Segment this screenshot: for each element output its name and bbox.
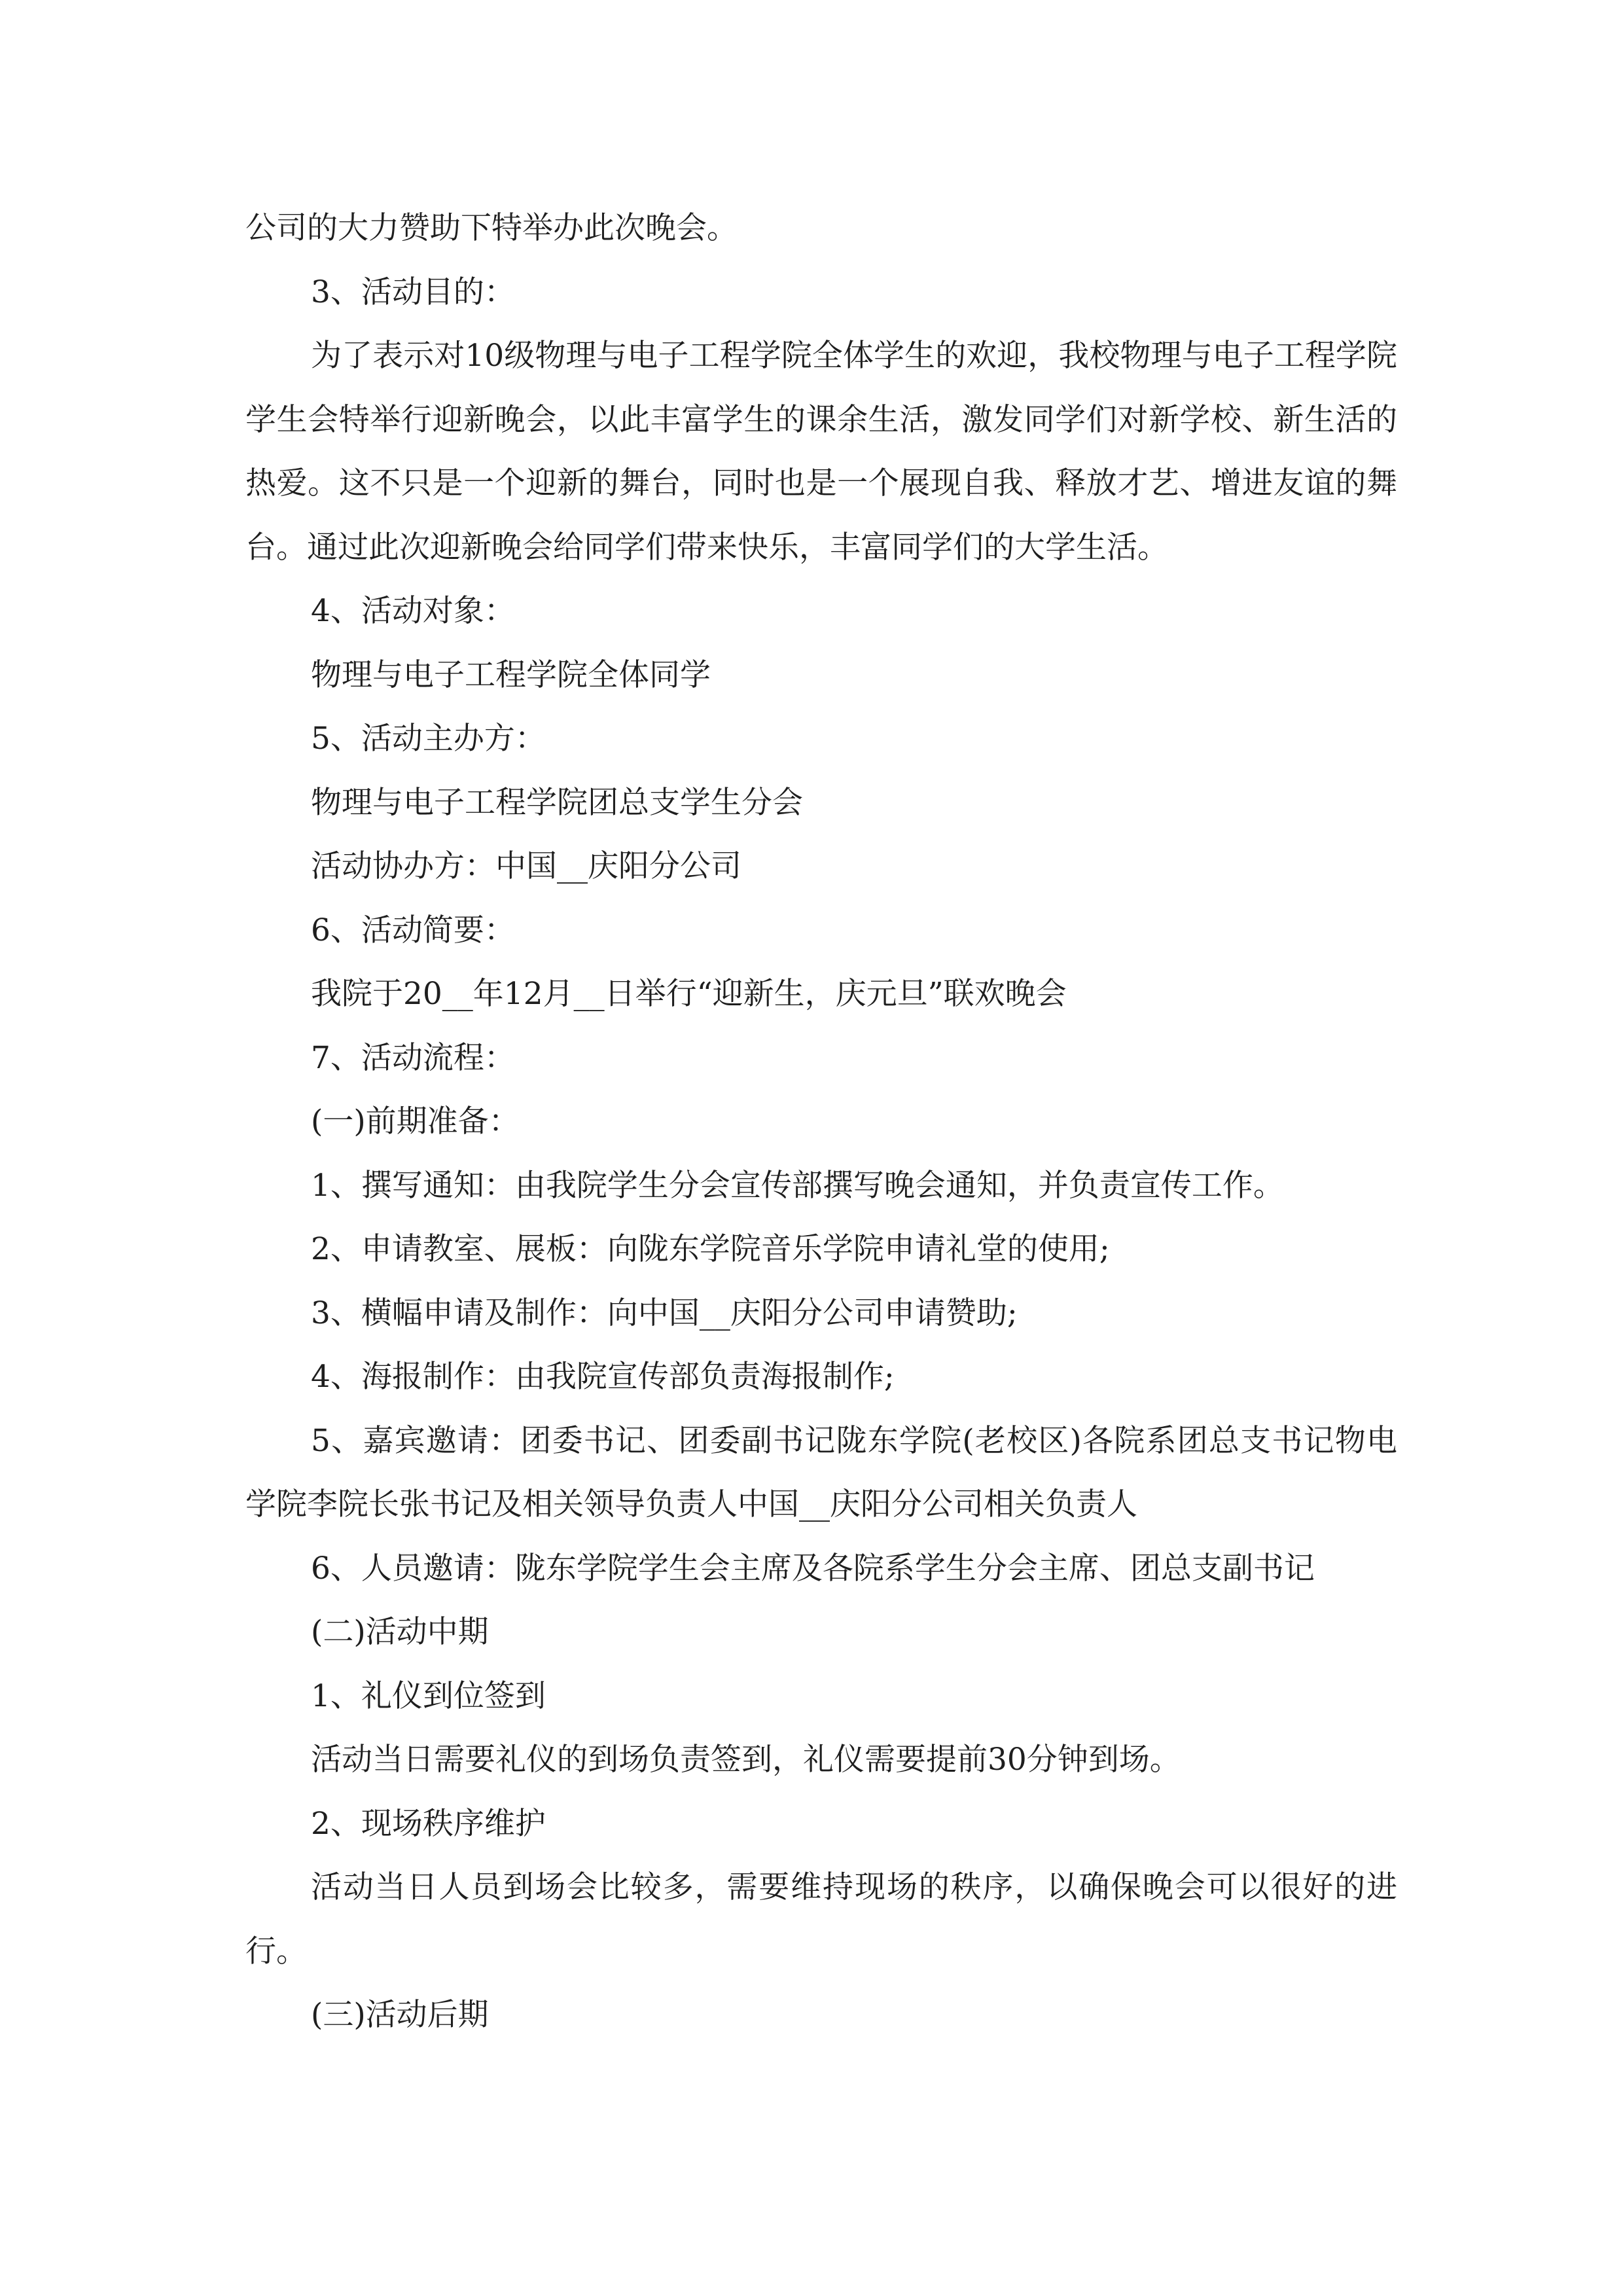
paragraph: 为了表示对10级物理与电子工程学院全体学生的欢迎，我校物理与电子工程学院学生会特举行迎新晚会，以此丰富学生的课余生活，激发同学们对新学校、新生活的热爱。这不只是一个迎新的舞台，同时也是一个展现自我、释放才艺、增进友谊的舞台。通过此次迎新晚会给同学们带来快乐，丰富同学们的大学生活。 xyxy=(245,338,1397,565)
list-item: 2、现场秩序维护 xyxy=(311,1805,546,1842)
section-heading-process: 7、活动流程： xyxy=(311,1039,515,1076)
list-item: 5、嘉宾邀请：团委书记、团委副书记陇东学院(老校区)各院系团总支书记物电学院李院长张书记及相关领导负责人中国__庆阳分公司相关负责人 xyxy=(245,1422,1397,1522)
list-item: 1、礼仪到位签到 xyxy=(311,1677,546,1714)
paragraph: 活动协办方：中国__庆阳分公司 xyxy=(311,848,741,884)
paragraph: 我院于20__年12月__日举行“迎新生，庆元旦”联欢晚会 xyxy=(311,976,1067,1012)
paragraph: 公司的大力赞助下特举办此次晚会。 xyxy=(245,210,738,246)
paragraph: 物理与电子工程学院全体同学 xyxy=(311,656,711,693)
section-heading-audience: 4、活动对象： xyxy=(311,593,515,629)
list-item: 3、横幅申请及制作：向中国__庆阳分公司申请赞助; xyxy=(311,1295,1018,1331)
section-heading-purpose: 3、活动目的： xyxy=(311,274,515,310)
section-heading-organizer: 5、活动主办方： xyxy=(311,721,546,757)
paragraph: 物理与电子工程学院团总支学生分会 xyxy=(311,784,803,821)
document-body xyxy=(245,196,1397,2047)
paragraph: 活动当日人员到场会比较多，需要维持现场的秩序，以确保晚会可以很好的进行。 xyxy=(245,1869,1397,1969)
paragraph: 活动当日需要礼仪的到场负责签到，礼仪需要提前30分钟到场。 xyxy=(311,1742,1181,1778)
subsection-heading: (一)前期准备： xyxy=(311,1103,520,1139)
subsection-heading: (二)活动中期 xyxy=(311,1614,489,1650)
list-item: 2、申请教室、展板：向陇东学院音乐学院申请礼堂的使用; xyxy=(311,1231,1110,1267)
list-item: 1、撰写通知：由我院学生分会宣传部撰写晚会通知，并负责宣传工作。 xyxy=(311,1167,1284,1204)
list-item: 4、海报制作：由我院宣传部负责海报制作; xyxy=(311,1359,895,1395)
section-heading-summary: 6、活动简要： xyxy=(311,912,515,948)
list-item: 6、人员邀请：陇东学院学生会主席及各院系学生分会主席、团总支副书记 xyxy=(311,1550,1315,1587)
subsection-heading: (三)活动后期 xyxy=(311,1997,489,2033)
